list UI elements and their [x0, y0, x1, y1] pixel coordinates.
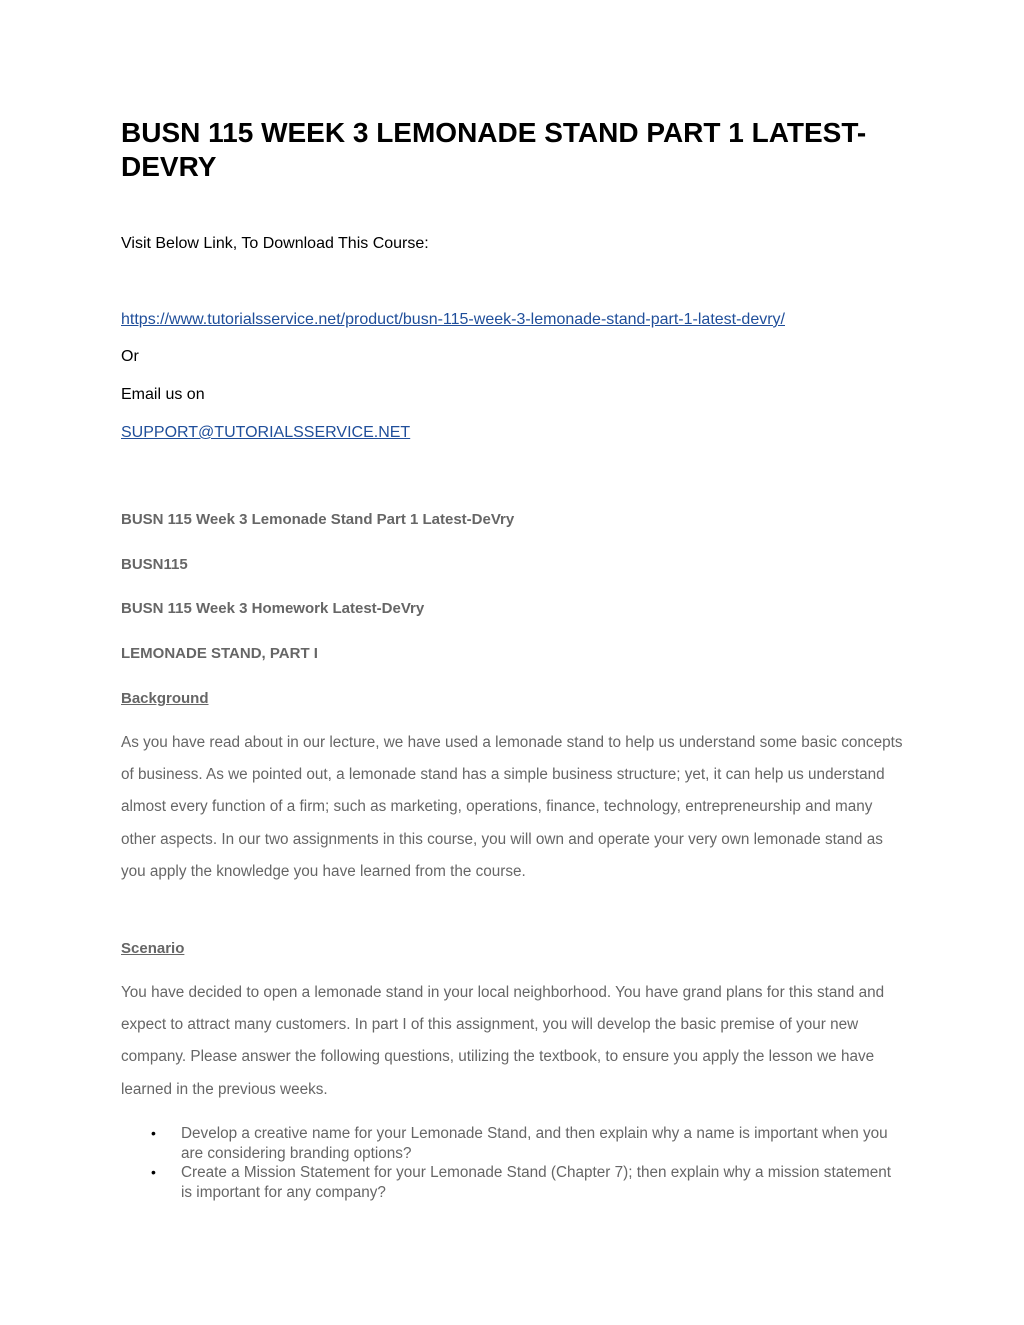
list-item-text: Create a Mission Statement for your Lemonade Stand (Chapter 7); then explain why a mission statement is important for any company? [181, 1164, 891, 1201]
heading-homework: BUSN 115 Week 3 Homework Latest-DeVry [121, 600, 425, 617]
list-item-text: Develop a creative name for your Lemonade Stand, and then explain why a name is important when you are considering branding options? [181, 1125, 888, 1162]
course-link-line [121, 311, 785, 329]
bullet-icon: • [151, 1125, 156, 1141]
list-item [151, 1163, 891, 1202]
background-paragraph: As you have read about in our lecture, we have used a lemonade stand to help us understand some basic concepts of business. As we pointed out, a lemonade stand has a simple business structure; yet, it can help us understand almost every function of a firm; such as marketing, operations, finance, technology, entrepreneurship and many other aspects. In our two assignments in this course, you will own and operate your very own lemonade stand as you apply the knowledge you have learned from the course. [121, 734, 903, 880]
visit-text: Visit Below Link, To Download This Course: [121, 235, 429, 252]
scenario-paragraph: You have decided to open a lemonade stand in your local neighborhood. You have grand plans for this stand and expect to attract many customers. In part I of this assignment, you will develop the basic premise of your new company. Please answer the following questions, utilizing the textbook, to ensure you apply the lesson we have learned in the previous weeks. [121, 984, 885, 1098]
question-list [151, 1124, 891, 1202]
email-link-line [121, 424, 410, 442]
email-link[interactable]: SUPPORT@TUTORIALSSERVICE.NET [121, 424, 411, 441]
list-item [151, 1124, 891, 1163]
course-link[interactable]: https://www.tutorialsservice.net/product/busn-115-week-3-lemonade-stand-part-1-latest-devry/ [121, 311, 785, 328]
heading-course-title: BUSN 115 Week 3 Lemonade Stand Part 1 Latest-DeVry [121, 511, 515, 528]
bullet-icon: • [151, 1164, 156, 1180]
document-title: BUSN 115 WEEK 3 LEMONADE STAND PART 1 LATEST-DEVRY [121, 117, 867, 182]
email-label: Email us on [121, 386, 205, 403]
heading-lemonade-stand: LEMONADE STAND, PART I [121, 645, 318, 662]
scenario-heading: Scenario [121, 940, 185, 957]
heading-course-code: BUSN115 [121, 556, 188, 573]
or-text: Or [121, 348, 139, 365]
background-heading: Background [121, 690, 209, 707]
